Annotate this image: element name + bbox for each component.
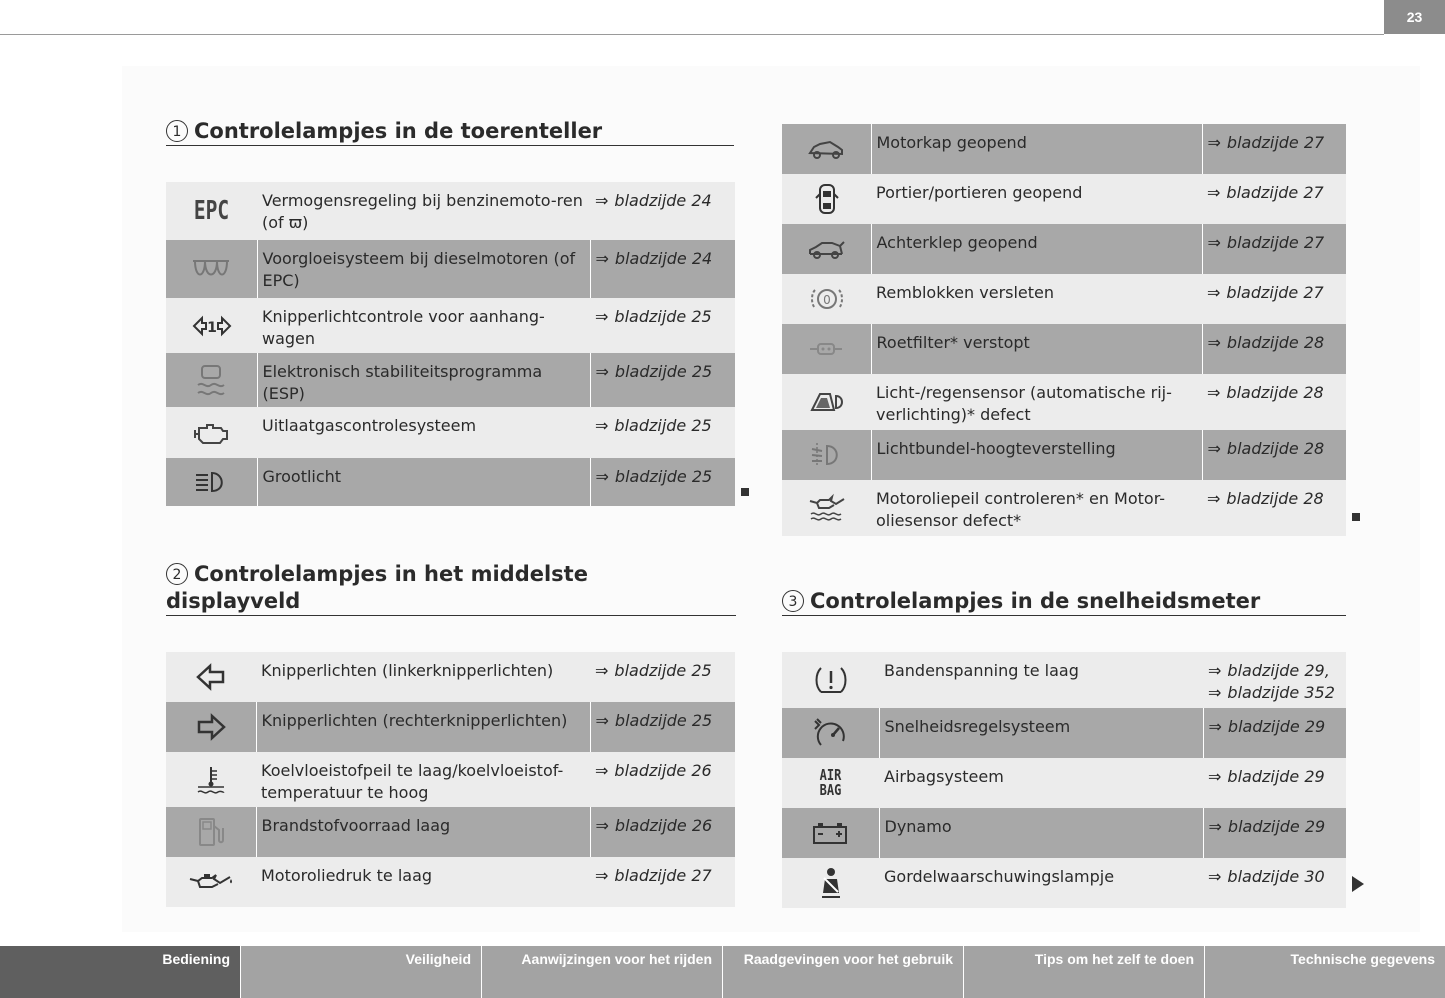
page-reference[interactable]: ⇒ bladzijde 28 [1202, 324, 1346, 374]
table-row [166, 298, 735, 353]
page-reference[interactable]: ⇒ bladzijde 28 [1202, 480, 1346, 536]
section-end-marker [1352, 513, 1360, 521]
svg-text:1: 1 [206, 319, 217, 336]
page-reference[interactable]: ⇒ bladzijde 26 [590, 752, 735, 807]
lamp-description: Koelvloeistofpeil te laag/koelvloeistof-temperatuur te hoog [256, 752, 590, 807]
lamp-description: Achterklep geopend [871, 224, 1202, 274]
svg-text:0: 0 [822, 293, 831, 307]
lamp-description: Voorgloeisysteem bij dieselmotoren (of EPC) [257, 240, 590, 298]
glow-plug-icon [166, 240, 257, 298]
lamp-description: Motoroliedruk te laag [256, 857, 590, 907]
tab-veiligheid[interactable]: Veiligheid [241, 946, 481, 998]
page-number: 23 [1384, 0, 1445, 34]
tab-aanwijzingen[interactable]: Aanwijzingen voor het rijden [482, 946, 722, 998]
table-row [166, 458, 735, 506]
table-row [166, 702, 735, 752]
chapter-tabs [0, 946, 1445, 998]
section-2-number: 2 [166, 563, 188, 585]
table-row [782, 274, 1346, 324]
section-3-table [782, 652, 1346, 908]
page-reference[interactable]: ⇒ bladzijde 24 [590, 240, 735, 298]
page-reference[interactable]: ⇒ bladzijde 28 [1202, 430, 1346, 480]
hood-open-icon [782, 124, 871, 174]
table-row [782, 124, 1346, 174]
cruise-control-icon [782, 708, 879, 758]
page-reference[interactable]: ⇒ bladzijde 25 [590, 407, 735, 458]
lamp-description: Portier/portieren geopend [871, 174, 1202, 224]
lamp-description: Knipperlichten (linkerknipperlichten) [256, 652, 590, 702]
page-reference[interactable]: ⇒ bladzijde 29, ⇒ bladzijde 352 [1203, 652, 1346, 708]
right-turn-icon [166, 702, 256, 752]
table-row [782, 808, 1346, 858]
soot-filter-icon [782, 324, 871, 374]
header-rule [0, 34, 1384, 35]
tab-technische-gegevens[interactable]: Technische gegevens [1205, 946, 1445, 998]
table-row [166, 182, 735, 240]
page-reference[interactable]: ⇒ bladzijde 27 [590, 857, 735, 907]
lamp-description: Gordelwaarschuwingslampje [879, 858, 1203, 908]
battery-icon [782, 808, 879, 858]
lamp-description: Motoroliepeil controleren* en Motor-oliesensor defect* [871, 480, 1202, 536]
tab-tips[interactable]: Tips om het zelf te doen [964, 946, 1204, 998]
section-1-title-text: Controlelampjes in de toerenteller [194, 119, 603, 143]
page-reference[interactable]: ⇒ bladzijde 27 [1202, 124, 1346, 174]
table-row [166, 857, 735, 907]
section-1-title [166, 118, 734, 146]
section-1-continued-table [782, 124, 1346, 536]
section-2-title [166, 561, 736, 616]
page-reference[interactable]: ⇒ bladzijde 25 [590, 298, 735, 353]
lamp-description: Remblokken versleten [871, 274, 1202, 324]
light-rain-sensor-icon [782, 374, 871, 430]
oil-pressure-icon [166, 857, 256, 907]
page-reference[interactable]: ⇒ bladzijde 24 [590, 182, 735, 240]
oil-level-icon [782, 480, 871, 536]
page-reference[interactable]: ⇒ bladzijde 30 [1203, 858, 1346, 908]
door-open-icon [782, 174, 871, 224]
section-3-title [782, 588, 1346, 616]
lamp-description: Snelheidsregelsysteem [879, 708, 1203, 758]
lamp-description: Dynamo [879, 808, 1203, 858]
section-3-number: 3 [782, 590, 804, 612]
table-row [782, 374, 1346, 430]
esp-icon [166, 353, 257, 407]
lamp-description: Knipperlichten (rechterknipperlichten) [256, 702, 590, 752]
brake-pad-icon [782, 274, 871, 324]
seatbelt-icon [782, 858, 879, 908]
tab-bediening[interactable]: Bediening [0, 946, 240, 998]
lamp-description: Roetfilter* verstopt [871, 324, 1202, 374]
table-row [782, 758, 1346, 808]
high-beam-icon [166, 458, 257, 506]
lamp-description: Uitlaatgascontrolesysteem [257, 407, 590, 458]
table-row [782, 652, 1346, 708]
table-row [782, 324, 1346, 374]
lamp-description: Lichtbundel-hoogteverstelling [871, 430, 1202, 480]
fuel-icon [166, 807, 256, 857]
table-row [782, 224, 1346, 274]
lamp-description: Elektronisch stabiliteitsprogramma (ESP) [257, 353, 590, 407]
page-reference[interactable]: ⇒ bladzijde 29 [1203, 758, 1346, 808]
section-2-title-line2: displayveld [166, 589, 301, 613]
next-page-arrow-icon[interactable] [1352, 876, 1364, 892]
headlight-range-icon [782, 430, 871, 480]
table-row [166, 752, 735, 807]
page-reference[interactable]: ⇒ bladzijde 27 [1202, 274, 1346, 324]
table-row [166, 652, 735, 702]
lamp-description: Motorkap geopend [871, 124, 1202, 174]
epc-icon: EPC [166, 182, 257, 240]
section-end-marker [741, 488, 749, 496]
page-reference[interactable]: ⇒ bladzijde 27 [1202, 224, 1346, 274]
airbag-icon: AIR BAG [782, 758, 879, 808]
left-turn-icon [166, 652, 256, 702]
coolant-icon [166, 752, 256, 807]
table-row [782, 858, 1346, 908]
table-row [166, 353, 735, 407]
section-1-number: 1 [166, 120, 188, 142]
page-reference[interactable]: ⇒ bladzijde 25 [590, 702, 735, 752]
tailgate-open-icon [782, 224, 871, 274]
section-1-table [166, 182, 735, 506]
lamp-description: Grootlicht [257, 458, 590, 506]
table-row [166, 240, 735, 298]
table-row [166, 807, 735, 857]
table-row [782, 174, 1346, 224]
page-reference[interactable]: ⇒ bladzijde 29 [1203, 708, 1346, 758]
lamp-description: Brandstofvoorraad laag [256, 807, 590, 857]
lamp-description: Knipperlichtcontrole voor aanhang-wagen [257, 298, 590, 353]
trailer-indicator-icon [166, 298, 257, 353]
page-reference[interactable]: ⇒ bladzijde 25 [590, 652, 735, 702]
page-reference[interactable]: ⇒ bladzijde 25 [590, 353, 735, 407]
page-reference[interactable]: ⇒ bladzijde 26 [590, 807, 735, 857]
page-reference[interactable]: ⇒ bladzijde 29 [1203, 808, 1346, 858]
lamp-description: Bandenspanning te laag [879, 652, 1203, 708]
tire-pressure-icon [782, 652, 879, 708]
engine-icon [166, 407, 257, 458]
tab-raadgevingen[interactable]: Raadgevingen voor het gebruik [723, 946, 963, 998]
page-reference[interactable]: ⇒ bladzijde 27 [1202, 174, 1346, 224]
page-reference[interactable]: ⇒ bladzijde 28 [1202, 374, 1346, 430]
table-row [782, 708, 1346, 758]
lamp-description: Licht-/regensensor (automatische rij-verlichting)* defect [871, 374, 1202, 430]
lamp-description: Vermogensregeling bij benzinemoto-ren (of ϖ) [257, 182, 590, 240]
table-row [782, 430, 1346, 480]
table-row [782, 480, 1346, 536]
lamp-description: Airbagsysteem [879, 758, 1203, 808]
page-reference[interactable]: ⇒ bladzijde 25 [590, 458, 735, 506]
section-2-title-line1: Controlelampjes in het middelste [194, 562, 588, 586]
section-3-title-text: Controlelampjes in de snelheidsmeter [810, 589, 1261, 613]
table-row [166, 407, 735, 458]
section-2-table [166, 652, 735, 907]
